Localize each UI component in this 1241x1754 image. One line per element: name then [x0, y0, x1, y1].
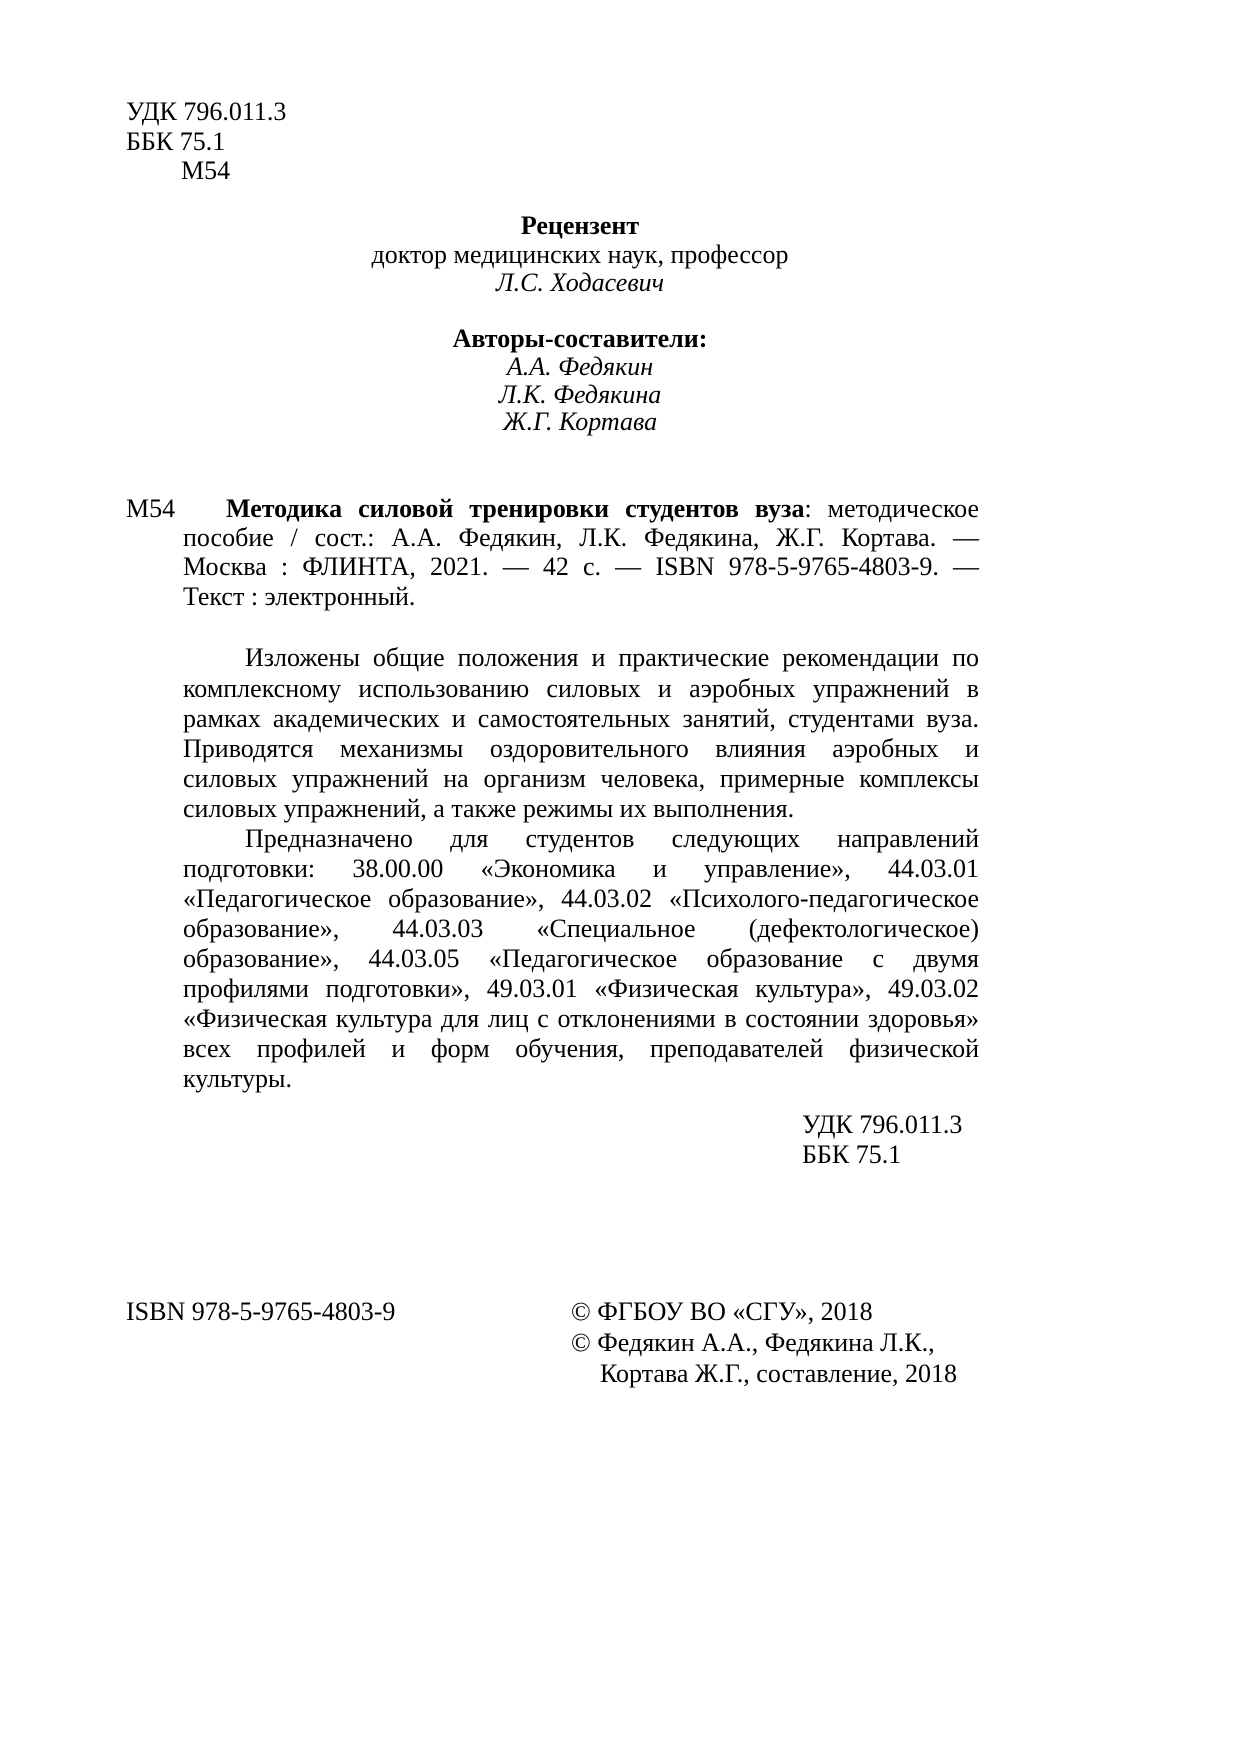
annotation-p2-line: образование», 44.03.03 «Специальное (дефектологическое) [183, 914, 979, 943]
bottom-udk-code: УДК 796.011.3 [802, 1110, 963, 1139]
bottom-bbk-code: ББК 75.1 [802, 1140, 902, 1169]
reviewer-title-wrap [0, 239, 1230, 270]
compiler-1-wrap [0, 351, 1230, 382]
bbk-code: ББК 75.1 [126, 127, 226, 156]
bibliography-line-2: пособие / сост.: А.А. Федякин, Л.К. Федякина, Ж.Г. Кортава. — [183, 523, 979, 552]
annotation-p1-line: рамках академических и самостоятельных занятий, студентами вуза. [183, 704, 979, 733]
annotation-p1-line: силовых упражнений, а также режимы их выполнения. [183, 794, 795, 823]
reviewer-title: доктор медицинских наук, профессор [371, 240, 789, 269]
copyright-line-3: Кортава Ж.Г., составление, 2018 [600, 1359, 958, 1388]
annotation-p1-line: силовых упражнений на организм человека, примерные комплексы [183, 764, 979, 793]
bibliography-line-4: Текст : электронный. [183, 582, 416, 611]
annotation-p1-line: Изложены общие положения и практические рекомендации по [245, 643, 979, 672]
book-title: Методика силовой тренировки студентов вуза [226, 494, 805, 523]
annotation-p2-line: образование», 44.03.05 «Педагогическое образование с двумя [183, 944, 979, 973]
compiler-name: Л.К. Федякина [498, 380, 662, 409]
copyright-line-1: © ФГБОУ ВО «СГУ», 2018 [571, 1297, 873, 1326]
reviewer-name: Л.С. Ходасевич [495, 268, 665, 297]
bibliography-line-1-rest: : методическое [804, 494, 980, 523]
udk-code: УДК 796.011.3 [126, 97, 287, 126]
compiler-name: Ж.Г. Кортава [502, 407, 658, 436]
annotation-p1-line: комплексному использованию силовых и аэробных упражнений в [183, 674, 979, 703]
annotation-p2-line: профилями подготовки», 49.03.01 «Физическая культура», 49.03.02 [183, 974, 979, 1003]
bibliography-line-3: Москва : ФЛИНТА, 2021. — 42 с. — ISBN 978-5-9765-4803-9. — [183, 552, 979, 581]
reviewer-block [0, 210, 1230, 241]
annotation-p2-line: «Педагогическое образование», 44.03.02 «Психолого-педагогическое [183, 884, 979, 913]
annotation-p1-line: Приводятся механизмы оздоровительного влияния аэробных и [183, 734, 979, 763]
annotation-p2-line: культуры. [183, 1064, 292, 1093]
bibliography-line-1 [226, 493, 979, 524]
reviewer-name-wrap [0, 267, 1230, 298]
annotation-p2-line: всех профилей и форм обучения, преподавателей физической [183, 1034, 979, 1063]
compilers-heading: Авторы-составители: [452, 324, 708, 353]
annotation-p2-line: «Физическая культура для лиц с отклонениями в состоянии здоровья» [183, 1004, 979, 1033]
compilers-heading-wrap [0, 323, 1230, 354]
isbn: ISBN 978-5-9765-4803-9 [126, 1297, 396, 1326]
compiler-name: А.А. Федякин [506, 352, 654, 381]
compiler-3-wrap [0, 406, 1230, 437]
reviewer-heading: Рецензент [520, 211, 640, 240]
author-mark: М54 [181, 156, 231, 185]
copyright-line-2: © Федякин А.А., Федякина Л.К., [571, 1328, 935, 1357]
bibliography-mark: М54 [126, 494, 176, 523]
annotation-p2-line: подготовки: 38.00.00 «Экономика и управление», 44.03.01 [183, 854, 979, 883]
annotation-p2-line: Предназначено для студентов следующих направлений [245, 824, 979, 853]
